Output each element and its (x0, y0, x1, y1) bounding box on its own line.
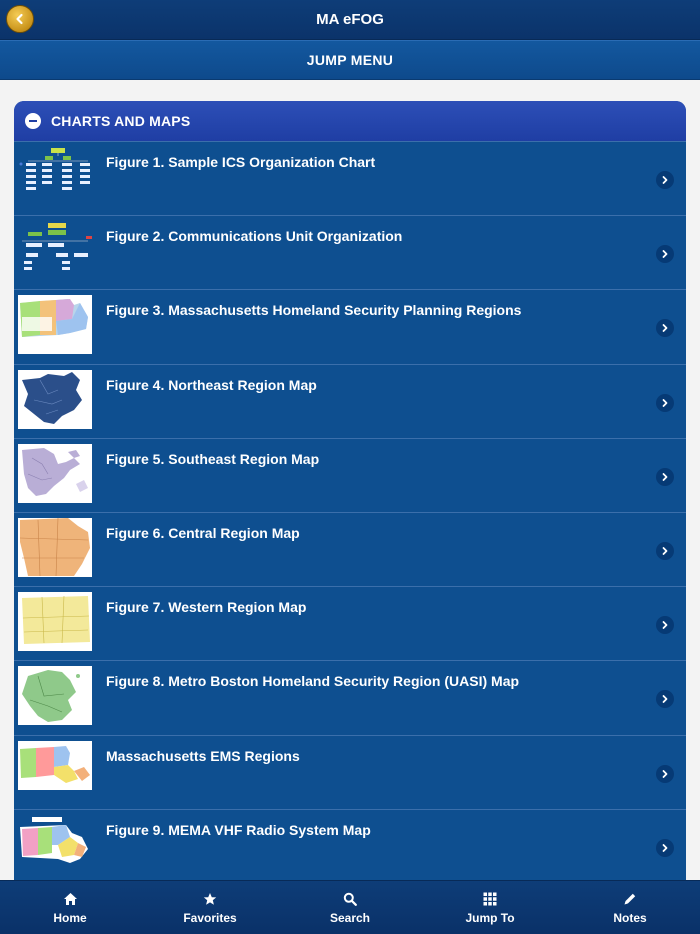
chevron-right-icon[interactable] (656, 468, 674, 486)
list-item[interactable] (14, 215, 686, 289)
tab-jump-to[interactable] (420, 881, 560, 934)
star-icon (203, 891, 217, 907)
item-label: Figure 7. Western Region Map (106, 599, 307, 616)
item-label: Figure 4. Northeast Region Map (106, 376, 317, 393)
section-title: CHARTS AND MAPS (51, 113, 191, 129)
chevron-right-icon[interactable] (656, 616, 674, 634)
chevron-right-icon[interactable] (656, 690, 674, 708)
section-header[interactable] (14, 101, 686, 141)
tab-label: Search (329, 911, 371, 925)
chevron-right-icon[interactable] (656, 245, 674, 263)
tab-search[interactable] (280, 881, 420, 934)
tab-label: Favorites (183, 911, 237, 925)
thumbnail-planning-regions-map (18, 295, 92, 354)
list-item[interactable] (14, 809, 686, 883)
thumbnail-comms-unit-org (18, 221, 92, 280)
thumbnail-metro-boston-map (18, 666, 92, 725)
chevron-right-icon[interactable] (656, 171, 674, 189)
tab-favorites[interactable] (140, 881, 280, 934)
sub-header (0, 40, 700, 80)
app-title: MA eFOG (316, 11, 384, 28)
tab-label: Notes (613, 911, 647, 925)
top-bar (0, 0, 700, 40)
item-label: Figure 2. Communications Unit Organization (106, 228, 403, 245)
item-label: Figure 5. Southeast Region Map (106, 450, 320, 467)
grid-icon (483, 891, 497, 907)
tab-label: Home (53, 911, 87, 925)
thumbnail-central-map (18, 518, 92, 577)
page-title: JUMP MENU (306, 52, 394, 68)
list-item[interactable] (14, 512, 686, 586)
charts-and-maps-panel (14, 101, 686, 891)
list-item[interactable] (14, 364, 686, 438)
tab-bar (0, 880, 700, 934)
item-label: Figure 3. Massachusetts Homeland Security Planning Regions (106, 302, 522, 319)
chevron-right-icon[interactable] (656, 765, 674, 783)
thumbnail-southeast-map (18, 444, 92, 503)
chevron-right-icon[interactable] (656, 319, 674, 337)
search-icon (343, 891, 357, 907)
list-item[interactable] (14, 438, 686, 512)
item-label: Figure 9. MEMA VHF Radio System Map (106, 821, 371, 838)
chevron-right-icon[interactable] (656, 394, 674, 412)
chevron-right-icon[interactable] (656, 542, 674, 560)
thumbnail-western-map (18, 592, 92, 651)
item-label: Figure 1. Sample ICS Organization Chart (106, 154, 376, 170)
chevron-left-icon (14, 13, 26, 25)
item-label: Massachusetts EMS Regions (106, 747, 300, 764)
chevron-right-icon[interactable] (656, 839, 674, 857)
thumbnail-northeast-map (18, 370, 92, 429)
tab-notes[interactable] (560, 881, 700, 934)
thumbnail-vhf-radio-map (18, 815, 92, 874)
thumbnail-ems-regions-map (18, 741, 92, 800)
list-item[interactable] (14, 660, 686, 734)
list-item[interactable] (14, 735, 686, 809)
thumbnail-ics-org-chart (18, 147, 92, 206)
back-button[interactable] (6, 5, 34, 33)
minus-icon[interactable] (25, 113, 41, 129)
list-item[interactable] (14, 141, 686, 215)
list-item[interactable] (14, 586, 686, 660)
item-label: Figure 6. Central Region Map (106, 524, 300, 541)
tab-label: Jump To (465, 911, 515, 925)
pencil-icon (623, 891, 637, 907)
item-label: Figure 8. Metro Boston Homeland Security Region (UASI) Map (106, 673, 520, 690)
home-icon (63, 891, 78, 907)
list-item[interactable] (14, 289, 686, 363)
tab-home[interactable] (0, 881, 140, 934)
